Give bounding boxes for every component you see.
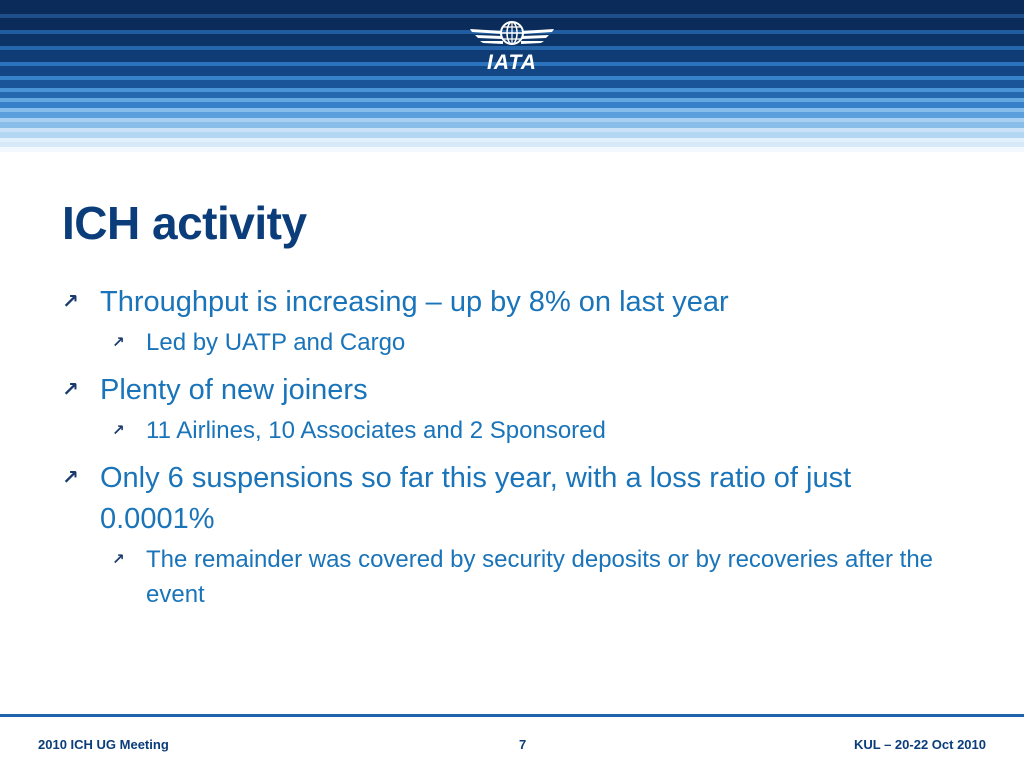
footer-location-date: KUL – 20-22 Oct 2010 xyxy=(854,737,986,752)
iata-logo xyxy=(468,14,556,76)
bullet-item xyxy=(62,458,962,540)
bullet-text: Throughput is increasing – up by 8% on last year xyxy=(100,286,729,318)
sub-bullet-text: 11 Airlines, 10 Associates and 2 Sponsored xyxy=(146,417,606,444)
arrow-up-right-icon: ↗ xyxy=(112,334,125,351)
sub-bullet-item xyxy=(62,542,962,612)
bullet-item xyxy=(62,370,962,411)
slide-title: ICH activity xyxy=(62,197,307,249)
logo-text: IATA xyxy=(487,51,537,74)
arrow-up-right-icon: ↗ xyxy=(62,467,79,489)
footer-event: 2010 ICH UG Meeting xyxy=(38,737,169,752)
bullet-text: Only 6 suspensions so far this year, with a loss ratio of just 0.0001% xyxy=(100,462,852,535)
sub-bullet-item xyxy=(62,413,962,448)
sub-bullet-text: The remainder was covered by security deposits or by recoveries after the event xyxy=(146,546,934,608)
bullet-text: Plenty of new joiners xyxy=(100,374,368,406)
arrow-up-right-icon: ↗ xyxy=(62,291,79,313)
page-number: 7 xyxy=(519,737,527,752)
sub-bullet-text: Led by UATP and Cargo xyxy=(146,329,406,356)
globe-wings-icon xyxy=(468,14,556,54)
arrow-up-right-icon: ↗ xyxy=(112,422,125,439)
arrow-up-right-icon: ↗ xyxy=(62,379,79,401)
arrow-up-right-icon: ↗ xyxy=(112,551,125,568)
footer-divider xyxy=(0,714,1024,717)
sub-bullet-item xyxy=(62,325,962,360)
header-banner xyxy=(0,0,1024,152)
bullet-list xyxy=(62,282,962,622)
bullet-item xyxy=(62,282,962,323)
